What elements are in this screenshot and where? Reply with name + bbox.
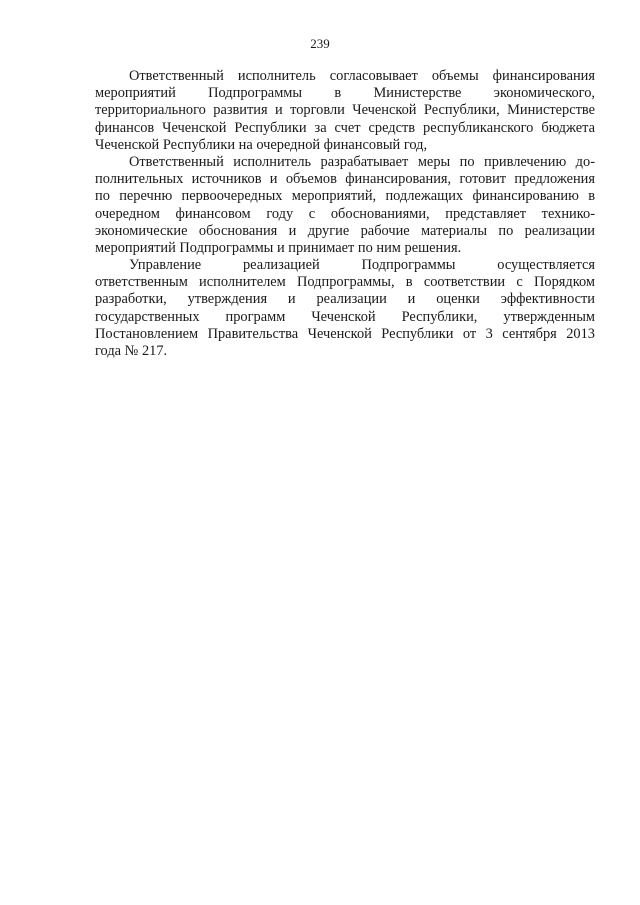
- text-line: мероприятий Подпрограммы в Министерстве экономического,: [95, 85, 595, 102]
- text-line: Ответственный исполнитель разрабатывает меры по привлечению до-: [129, 153, 595, 170]
- page-number: 239: [310, 36, 330, 51]
- text-line: Ответственный исполнитель согласовывает объемы финансирования: [129, 68, 595, 84]
- text-line: территориального развития и торговли Чеченской Республики, Министерстве: [95, 102, 595, 119]
- text-line: очередном финансовом году с обоснованиями, представляет технико-: [95, 205, 595, 222]
- paragraph-program-management: [95, 257, 595, 360]
- text-line: полнительных источников и объемов финансирования, готовит предложения: [95, 171, 595, 188]
- paragraph-financing-approval: [95, 68, 595, 154]
- text-line: государственных программ Чеченской Республики, утвержденным: [95, 308, 595, 325]
- text-line: по перечню первоочередных мероприятий, подлежащих финансированию в: [95, 188, 595, 205]
- text-line: Управление реализацией Подпрограммы осуществляется: [129, 257, 595, 274]
- text-line: разработки, утверждения и реализации и оценки эффективности: [95, 291, 595, 308]
- text-line: Чеченской Республики на очередной финансовый год,: [95, 136, 428, 153]
- text-line: года № 217.: [95, 343, 168, 359]
- text-line: ответственным исполнителем Подпрограммы, в соответствии с Порядком: [95, 274, 595, 291]
- text-line: Постановлением Правительства Чеченской Республики от 3 сентября 2013: [95, 325, 595, 342]
- text-line: мероприятий Подпрограммы и принимает по ним решения.: [95, 239, 462, 256]
- paragraph-additional-sources: [95, 154, 595, 257]
- text-line: финансов Чеченской Республики за счет средств республиканского бюджета: [95, 119, 595, 136]
- text-line: экономические обоснования и другие рабочие материалы по реализации: [95, 222, 595, 239]
- document-body: [95, 68, 595, 360]
